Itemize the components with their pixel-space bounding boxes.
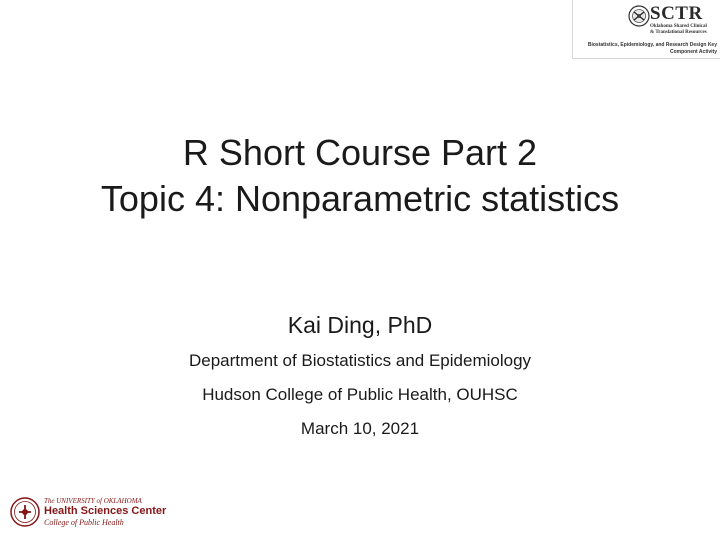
ou-hsc-logo [10, 495, 167, 531]
sctr-caption-line1: Biostatistics, Epidemiology, and Research Design Key [587, 42, 717, 48]
presentation-date: March 10, 2021 [300, 419, 420, 438]
sctr-logo-text: SCTR [650, 3, 703, 24]
ou-logo-line3: College of Public Health [44, 518, 124, 527]
ou-logo-line1: The UNIVERSITY of OKLAHOMA [44, 497, 142, 505]
sctr-subtitle-line2: & Translational Resources [650, 30, 707, 35]
slide-title [0, 130, 720, 222]
sctr-seal-icon [628, 5, 650, 27]
sctr-subtitle-line1: Oklahoma Shared Clinical [650, 24, 707, 29]
ou-logo-line2: Health Sciences Center [44, 505, 167, 517]
sctr-header [572, 0, 720, 59]
department: Department of Biostatistics and Epidemiology [188, 351, 532, 370]
college: Hudson College of Public Health, OUHSC [202, 385, 518, 404]
title-line2: Topic 4: Nonparametric statistics [100, 178, 620, 219]
slide-subtitle [0, 310, 720, 452]
sctr-logo-subtitle [650, 24, 720, 36]
sctr-caption [577, 42, 717, 56]
title-line1: R Short Course Part 2 [182, 132, 538, 173]
ou-seal-icon [10, 497, 40, 527]
sctr-caption-line2: Component Activity [669, 49, 717, 55]
presenter-name: Kai Ding, PhD [287, 312, 433, 338]
